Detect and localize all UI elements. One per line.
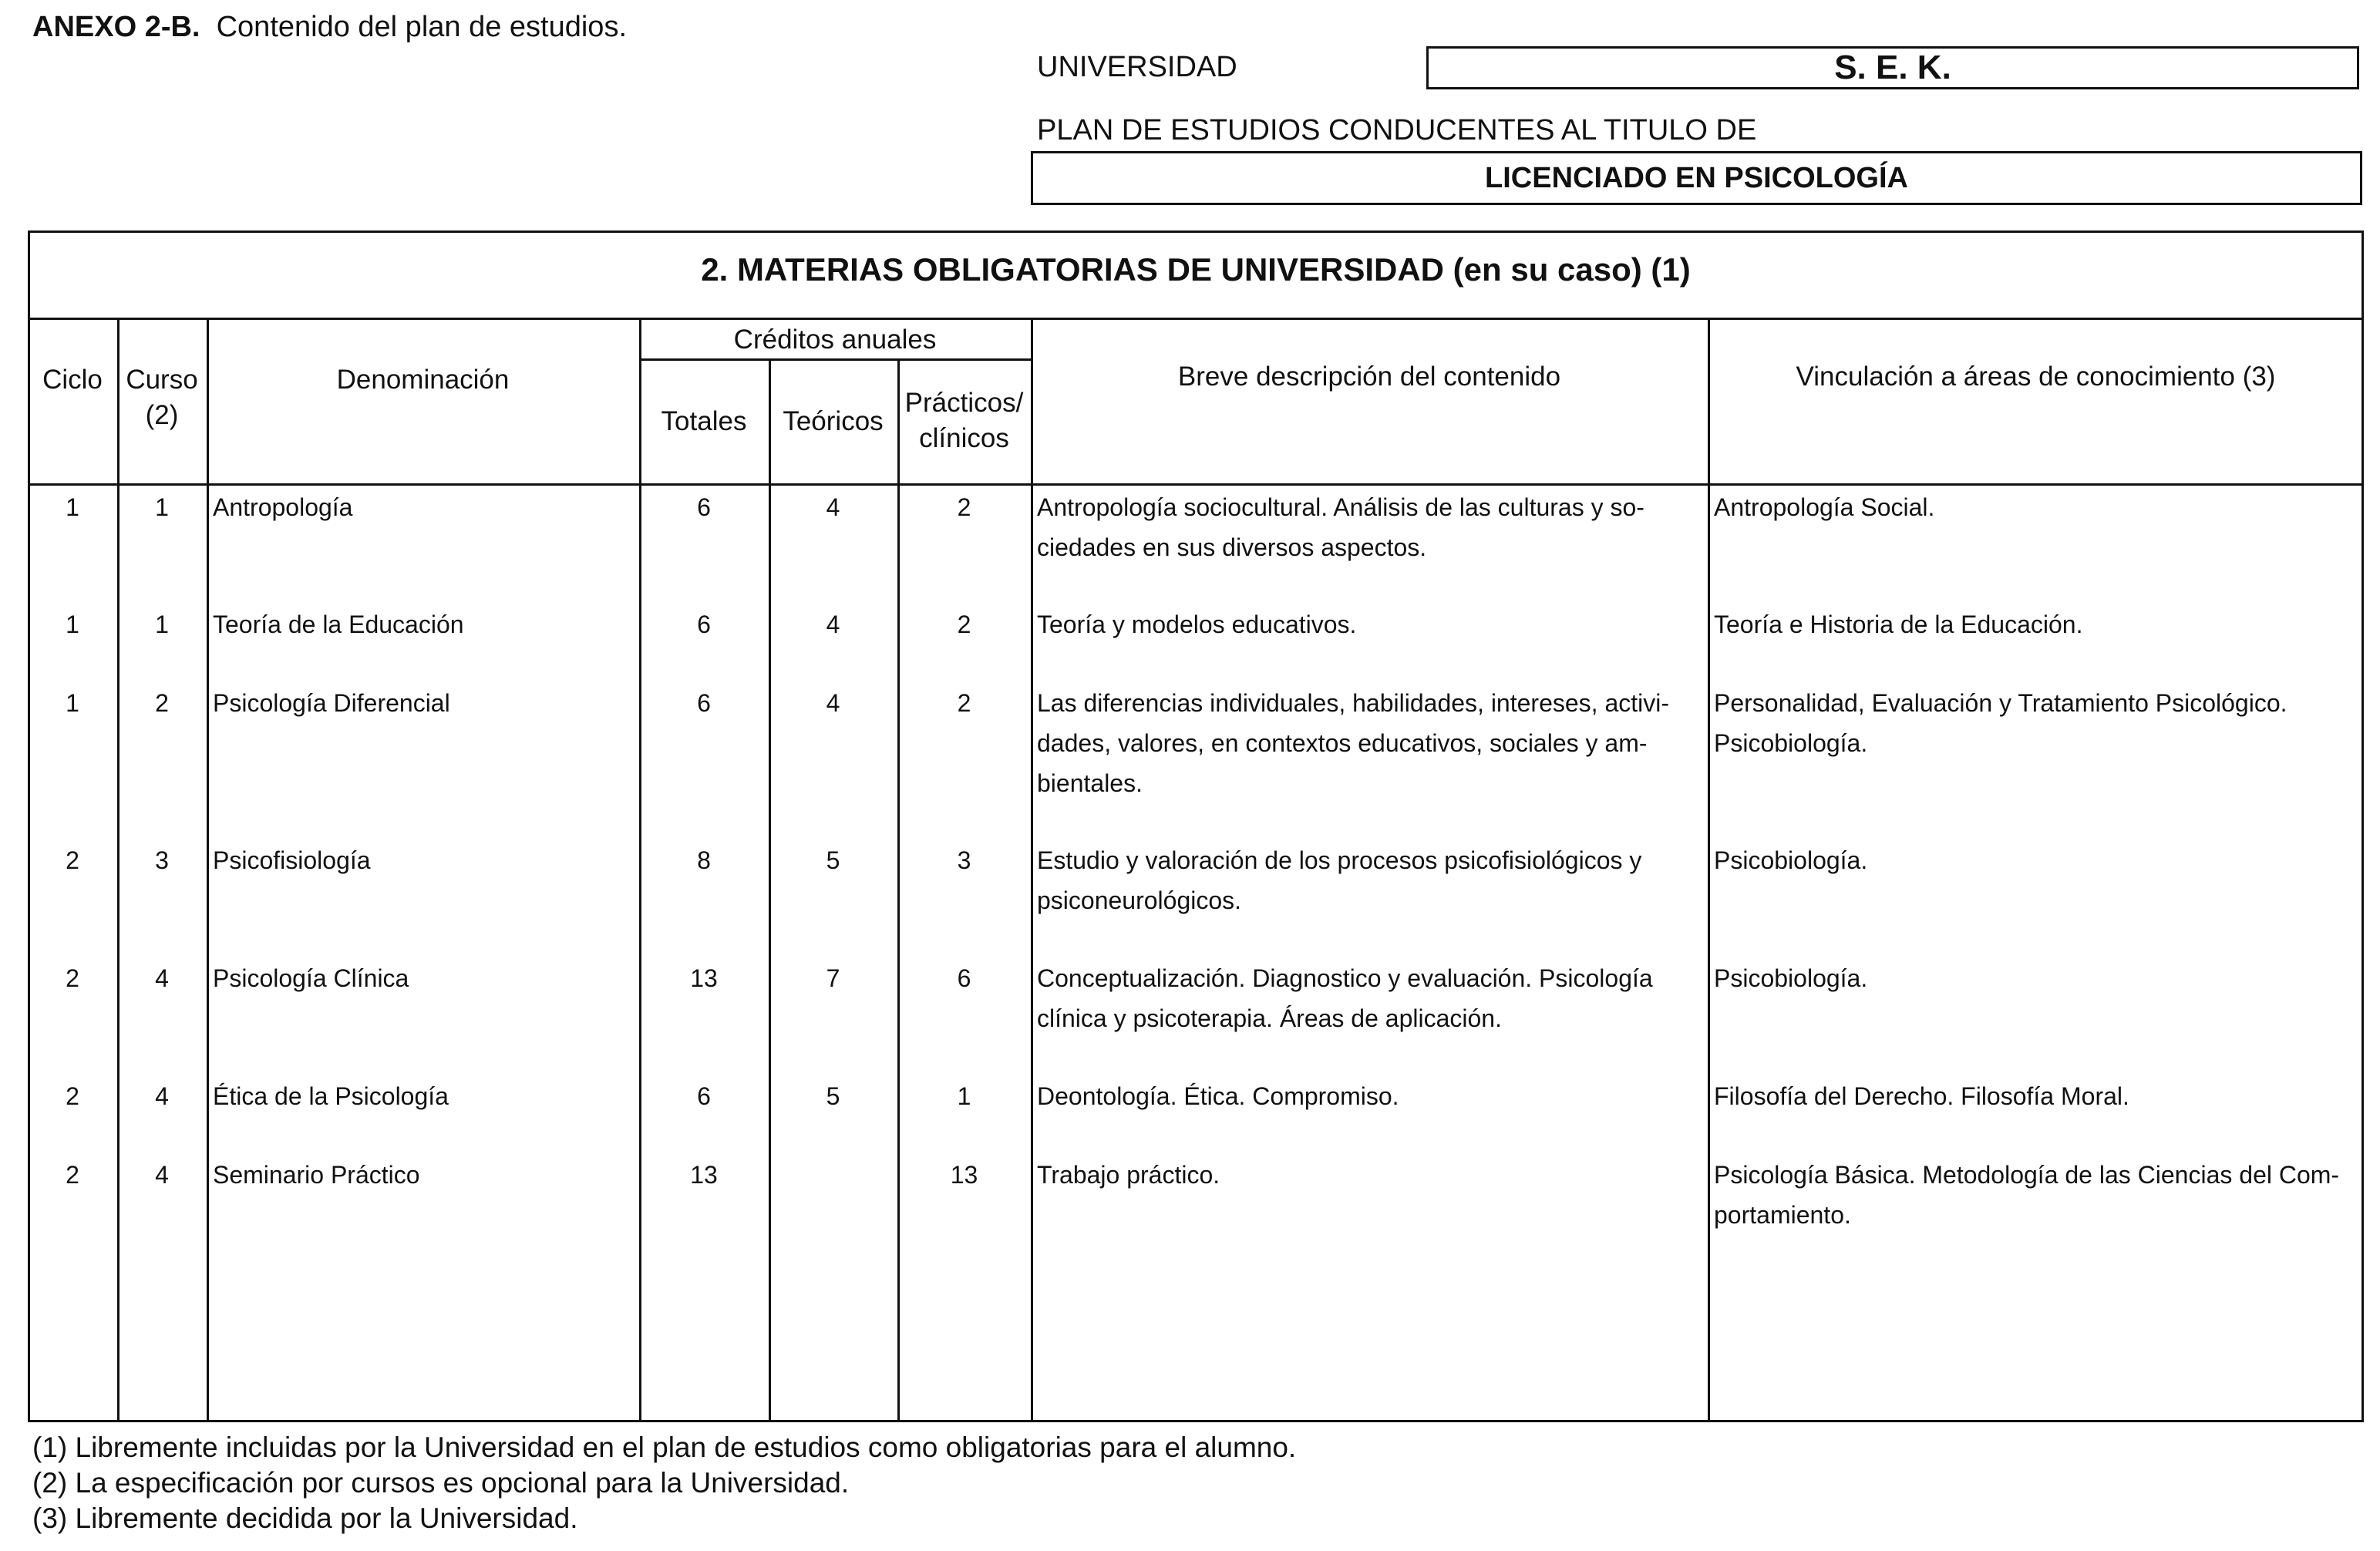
- annex-title: Contenido del plan de estudios.: [216, 11, 627, 43]
- cell-descripcion-line: Deontología. Ética. Compromiso.: [1037, 1082, 1399, 1110]
- cell-curso: 4: [155, 964, 169, 992]
- cell-descripcion-line: ciedades en sus diversos aspectos.: [1037, 533, 1427, 561]
- header-teoricos: Teóricos: [783, 406, 884, 436]
- cell-descripcion: [1037, 840, 1705, 920]
- cell-descripcion: [1037, 958, 1705, 1038]
- cell-curso: 1: [155, 493, 169, 521]
- subjects-table: [28, 230, 2364, 1422]
- cell-descripcion-line: Antropología sociocultural. Análisis de las culturas y so-: [1037, 493, 1644, 521]
- cell-ciclo: 2: [66, 964, 79, 992]
- university-name: S. E. K.: [1834, 49, 1951, 86]
- header-practicos: [897, 385, 1031, 456]
- cell-curso: 1: [155, 611, 169, 638]
- cell-teoricos: 5: [826, 1082, 840, 1110]
- header-creditos: Créditos anuales: [733, 325, 937, 355]
- cell-vinculacion: [1714, 1076, 2360, 1116]
- footnote-1: (1) Libremente incluidas por la Universidad en el plan de estudios como obligatorias para el alumno.: [32, 1432, 1297, 1463]
- annex-heading: [32, 11, 627, 44]
- header-practicos-line2: clínicos: [919, 423, 1009, 453]
- header-practicos-line1: Prácticos/: [904, 388, 1024, 418]
- cell-ciclo: 1: [66, 493, 79, 521]
- cell-vinculacion: [1714, 683, 2360, 763]
- header-curso-note: (2): [145, 400, 179, 430]
- cell-practicos: 3: [957, 846, 971, 874]
- cell-vinculacion-line: Psicobiología.: [1714, 729, 1868, 757]
- cell-vinculacion-line: Filosofía del Derecho. Filosofía Moral.: [1714, 1082, 2129, 1110]
- cell-totales: 6: [697, 1082, 711, 1110]
- cell-totales: 6: [697, 689, 711, 717]
- degree-name: LICENCIADO EN PSICOLOGÍA: [1485, 161, 1908, 194]
- plan-label: PLAN DE ESTUDIOS CONDUCENTES AL TITULO DE: [1037, 114, 1757, 146]
- cell-vinculacion-line: Personalidad, Evaluación y Tratamiento Psicológico.: [1714, 689, 2287, 717]
- cell-teoricos: 4: [826, 689, 840, 717]
- cell-denominacion: Teoría de la Educación: [213, 611, 464, 638]
- cell-descripcion: [1037, 1155, 1705, 1195]
- cell-descripcion-line: Conceptualización. Diagnostico y evaluación. Psicología: [1037, 964, 1653, 992]
- cell-descripcion-line: dades, valores, en contextos educativos, sociales y am-: [1037, 729, 1648, 757]
- cell-denominacion: Seminario Práctico: [213, 1161, 420, 1189]
- cell-totales: 13: [690, 964, 718, 992]
- footnote-3: (3) Libremente decidida por la Universidad.: [32, 1502, 578, 1534]
- cell-practicos: 13: [950, 1161, 978, 1189]
- cell-vinculacion-line: Psicobiología.: [1714, 964, 1868, 992]
- col-divider-curso: [207, 318, 209, 1422]
- header-curso: [117, 362, 207, 433]
- cell-descripcion-line: clínica y psicoterapia. Áreas de aplicación.: [1037, 1004, 1502, 1032]
- cell-descripcion: [1037, 683, 1705, 803]
- cell-descripcion: [1037, 487, 1705, 567]
- university-name-box: [1426, 46, 2359, 89]
- cell-totales: 13: [690, 1161, 718, 1189]
- cell-denominacion: Psicología Clínica: [213, 964, 409, 992]
- cell-denominacion: Psicofisiología: [213, 846, 371, 874]
- header-divider: [28, 483, 2364, 486]
- section-title: 2. MATERIAS OBLIGATORIAS DE UNIVERSIDAD (en su caso) (1): [701, 251, 1691, 288]
- cell-descripcion-line: Teoría y modelos educativos.: [1037, 611, 1357, 638]
- cell-curso: 2: [155, 689, 169, 717]
- cell-vinculacion-line: Teoría e Historia de la Educación.: [1714, 611, 2083, 638]
- col-divider-practicos: [1031, 318, 1033, 1422]
- university-label: UNIVERSIDAD: [1037, 51, 1237, 83]
- cell-vinculacion: [1714, 487, 2360, 527]
- header-ciclo: Ciclo: [42, 365, 103, 395]
- cell-vinculacion: [1714, 840, 2360, 880]
- cell-vinculacion-line: Psicología Básica. Metodología de las Ciencias del Com-: [1714, 1161, 2340, 1189]
- cell-descripcion: [1037, 604, 1705, 644]
- cell-descripcion: [1037, 1076, 1705, 1116]
- cell-descripcion-line: psiconeurológicos.: [1037, 887, 1242, 914]
- cell-vinculacion-line: Psicobiología.: [1714, 846, 1868, 874]
- cell-practicos: 2: [957, 689, 971, 717]
- header-totales: Totales: [661, 406, 747, 436]
- cell-practicos: 2: [957, 493, 971, 521]
- title-divider: [28, 318, 2364, 320]
- header-vinculacion: Vinculación a áreas de conocimiento (3): [1796, 362, 2276, 392]
- cell-teoricos: 4: [826, 611, 840, 638]
- footnote-2: (2) La especificación por cursos es opcional para la Universidad.: [32, 1467, 850, 1499]
- cell-ciclo: 1: [66, 611, 79, 638]
- cell-ciclo: 2: [66, 846, 79, 874]
- cell-vinculacion-line: portamiento.: [1714, 1201, 1851, 1229]
- annex-code: ANEXO 2-B.: [32, 11, 200, 43]
- cell-totales: 8: [697, 846, 711, 874]
- cell-denominacion: Psicología Diferencial: [213, 689, 450, 717]
- cell-practicos: 6: [957, 964, 971, 992]
- cell-ciclo: 2: [66, 1082, 79, 1110]
- cell-totales: 6: [697, 493, 711, 521]
- cell-descripcion-line: bientales.: [1037, 769, 1143, 797]
- cell-curso: 4: [155, 1082, 169, 1110]
- cell-totales: 6: [697, 611, 711, 638]
- cell-descripcion-line: Las diferencias individuales, habilidades, intereses, activi-: [1037, 689, 1669, 717]
- cell-teoricos: 7: [826, 964, 840, 992]
- cell-curso: 4: [155, 1161, 169, 1189]
- cell-curso: 3: [155, 846, 169, 874]
- credits-divider: [639, 358, 1031, 361]
- cell-descripcion-line: Trabajo práctico.: [1037, 1161, 1220, 1189]
- cell-vinculacion: [1714, 1155, 2360, 1235]
- cell-ciclo: 1: [66, 689, 79, 717]
- header-descripcion: Breve descripción del contenido: [1177, 362, 1561, 392]
- header-denominacion: Denominación: [336, 365, 510, 395]
- header-curso-label: Curso: [126, 365, 198, 395]
- degree-box: [1031, 151, 2362, 205]
- cell-vinculacion: [1714, 604, 2360, 644]
- cell-ciclo: 2: [66, 1161, 79, 1189]
- cell-teoricos: 5: [826, 846, 840, 874]
- cell-descripcion-line: Estudio y valoración de los procesos psicofisiológicos y: [1037, 846, 1642, 874]
- cell-vinculacion-line: Antropología Social.: [1714, 493, 1935, 521]
- cell-teoricos: 4: [826, 493, 840, 521]
- col-divider-descripcion: [1708, 318, 1710, 1422]
- cell-practicos: 1: [957, 1082, 971, 1110]
- cell-denominacion: Ética de la Psicología: [213, 1082, 449, 1110]
- cell-practicos: 2: [957, 611, 971, 638]
- cell-vinculacion: [1714, 958, 2360, 998]
- cell-denominacion: Antropología: [213, 493, 353, 521]
